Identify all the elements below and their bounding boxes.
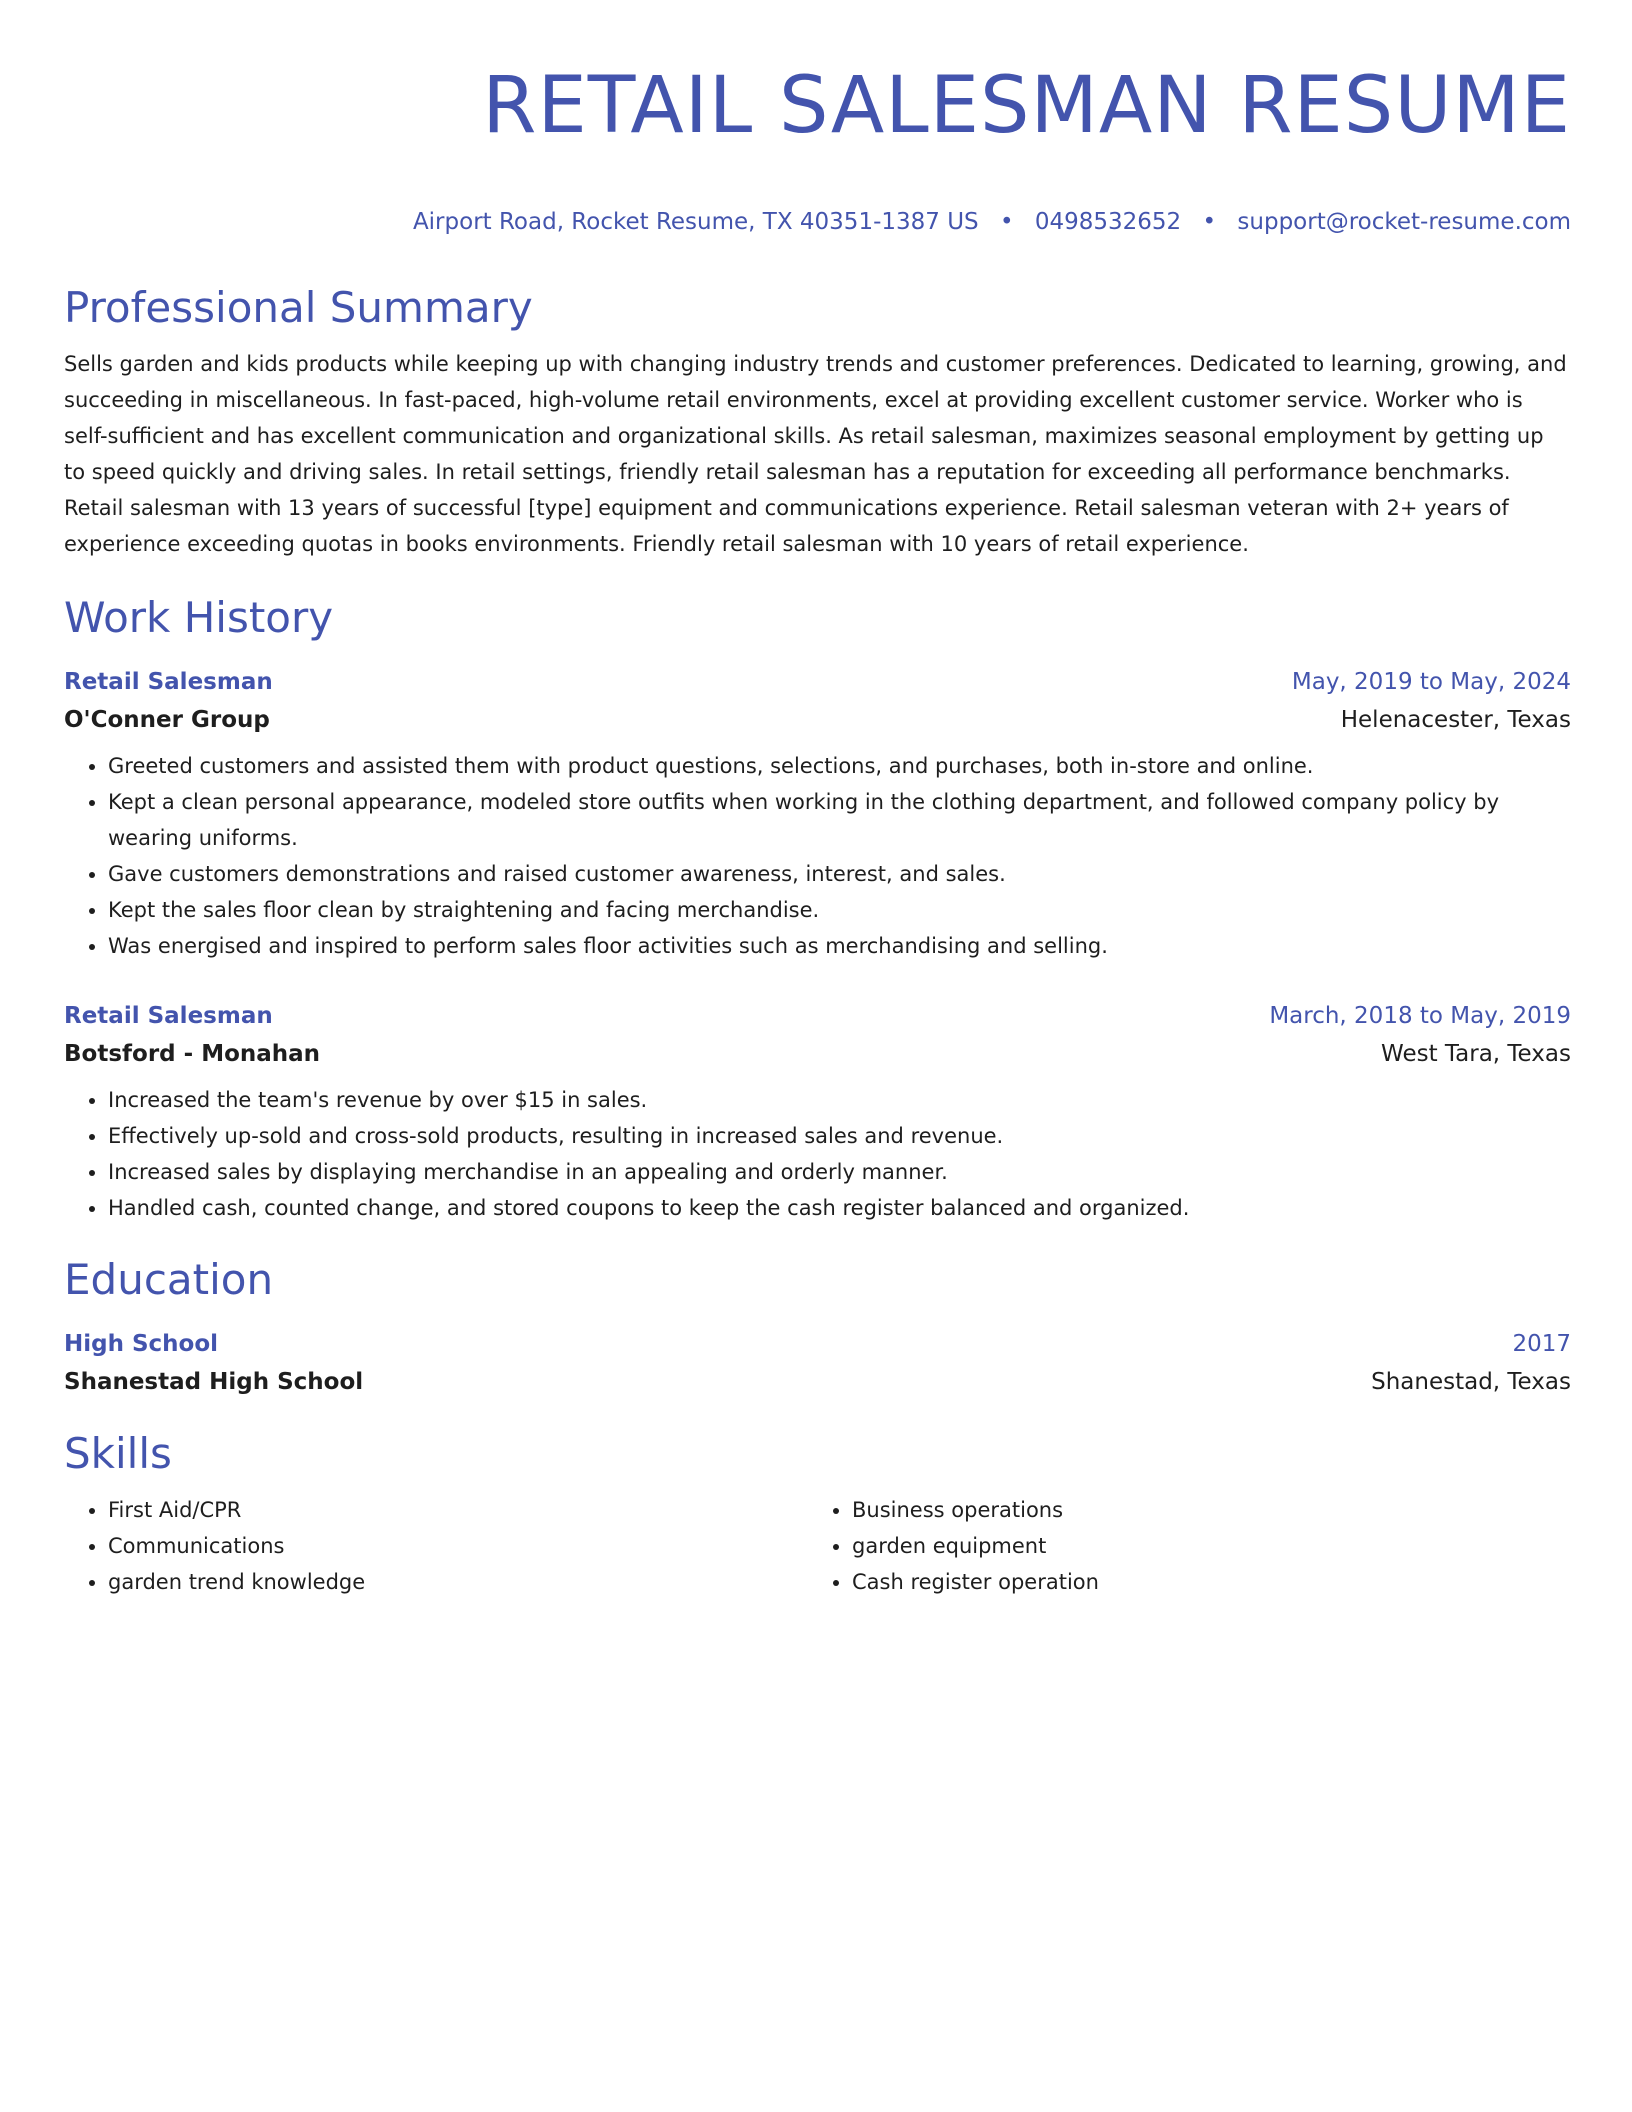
job-role: Retail Salesman: [64, 1003, 273, 1030]
skill-item: • First Aid/CPR: [108, 1492, 808, 1528]
contact-line: [64, 206, 1571, 238]
skills-column-left: [64, 1492, 808, 1600]
list-item: • Greeted customers and assisted them with product questions, selections, and purchases, both in-store and online.: [108, 748, 1571, 784]
skills-column-right: [808, 1492, 1552, 1600]
resume-title: RETAIL SALESMAN RESUME: [482, 61, 1571, 151]
job-bullets: [64, 1082, 1571, 1226]
resume-page: [64, 0, 1571, 1600]
work-history-heading: Work History: [64, 593, 334, 643]
education-heading: Education: [64, 1255, 274, 1305]
list-item: • Handled cash, counted change, and stored coupons to keep the cash register balanced and organized.: [108, 1190, 1571, 1226]
job-company: Botsford - Monahan: [64, 1041, 321, 1068]
contact-email: support@rocket-resume.com: [1237, 209, 1571, 236]
job-entry: [64, 998, 1571, 1226]
job-dates: May, 2019 to May, 2024: [1291, 669, 1571, 696]
job-entry: [64, 664, 1571, 964]
contact-separator: •: [999, 209, 1014, 236]
skill-item: • Business operations: [852, 1492, 1552, 1528]
job-dates: March, 2018 to May, 2019: [1269, 1003, 1571, 1030]
summary-heading: Professional Summary: [64, 283, 533, 333]
education-location: Shanestad, Texas: [1371, 1369, 1571, 1396]
job-bullets: [64, 748, 1571, 964]
skill-item: • garden trend knowledge: [108, 1564, 808, 1600]
list-item: • Kept a clean personal appearance, modeled store outfits when working in the clothing department, and followed company policy by wearing uniforms.: [108, 784, 1571, 856]
list-item: • Gave customers demonstrations and raised customer awareness, interest, and sales.: [108, 856, 1571, 892]
list-item: • Increased sales by displaying merchandise in an appealing and orderly manner.: [108, 1154, 1571, 1190]
contact-address: Airport Road, Rocket Resume, TX 40351-1387 US: [412, 209, 979, 236]
contact-phone: 0498532652: [1034, 209, 1182, 236]
list-item: • Was energised and inspired to perform sales floor activities such as merchandising and selling.: [108, 928, 1571, 964]
job-role: Retail Salesman: [64, 669, 273, 696]
education-degree: High School: [64, 1331, 219, 1358]
list-item: • Increased the team's revenue by over $15 in sales.: [108, 1082, 1571, 1118]
job-location: West Tara, Texas: [1381, 1041, 1571, 1068]
contact-separator: •: [1202, 209, 1217, 236]
education-school: Shanestad High School: [64, 1369, 364, 1396]
summary-text: Sells garden and kids products while keeping up with changing industry trends and customer preferences. Dedicated to learning, growing, and succeeding in miscellaneous. In fast-paced, high-volume retail environments, excel at providing excellent customer service. Worker who is self-sufficient and has excellent communication and organizational skills. As retail salesman, maximizes seasonal employment by getting up to speed quickly and driving sales. In retail settings, friendly retail salesman has a reputation for exceeding all performance benchmarks. Retail salesman with 13 years of successful [type] equipment and communications experience. Retail salesman veteran with 2+ years of experience exceeding quotas in books environments. Friendly retail salesman with 10 years of retail experience.: [64, 352, 1567, 557]
list-item: • Kept the sales floor clean by straightening and facing merchandise.: [108, 892, 1571, 928]
skills-list: [64, 1492, 1571, 1600]
skills-heading: Skills: [64, 1429, 172, 1479]
list-item: • Effectively up-sold and cross-sold products, resulting in increased sales and revenue.: [108, 1118, 1571, 1154]
skill-item: • Cash register operation: [852, 1564, 1552, 1600]
job-company: O'Conner Group: [64, 707, 270, 734]
skill-item: • Communications: [108, 1528, 808, 1564]
education-entry: [64, 1326, 1571, 1402]
skill-item: • garden equipment: [852, 1528, 1552, 1564]
education-year: 2017: [1512, 1331, 1571, 1358]
job-location: Helenacester, Texas: [1340, 707, 1571, 734]
